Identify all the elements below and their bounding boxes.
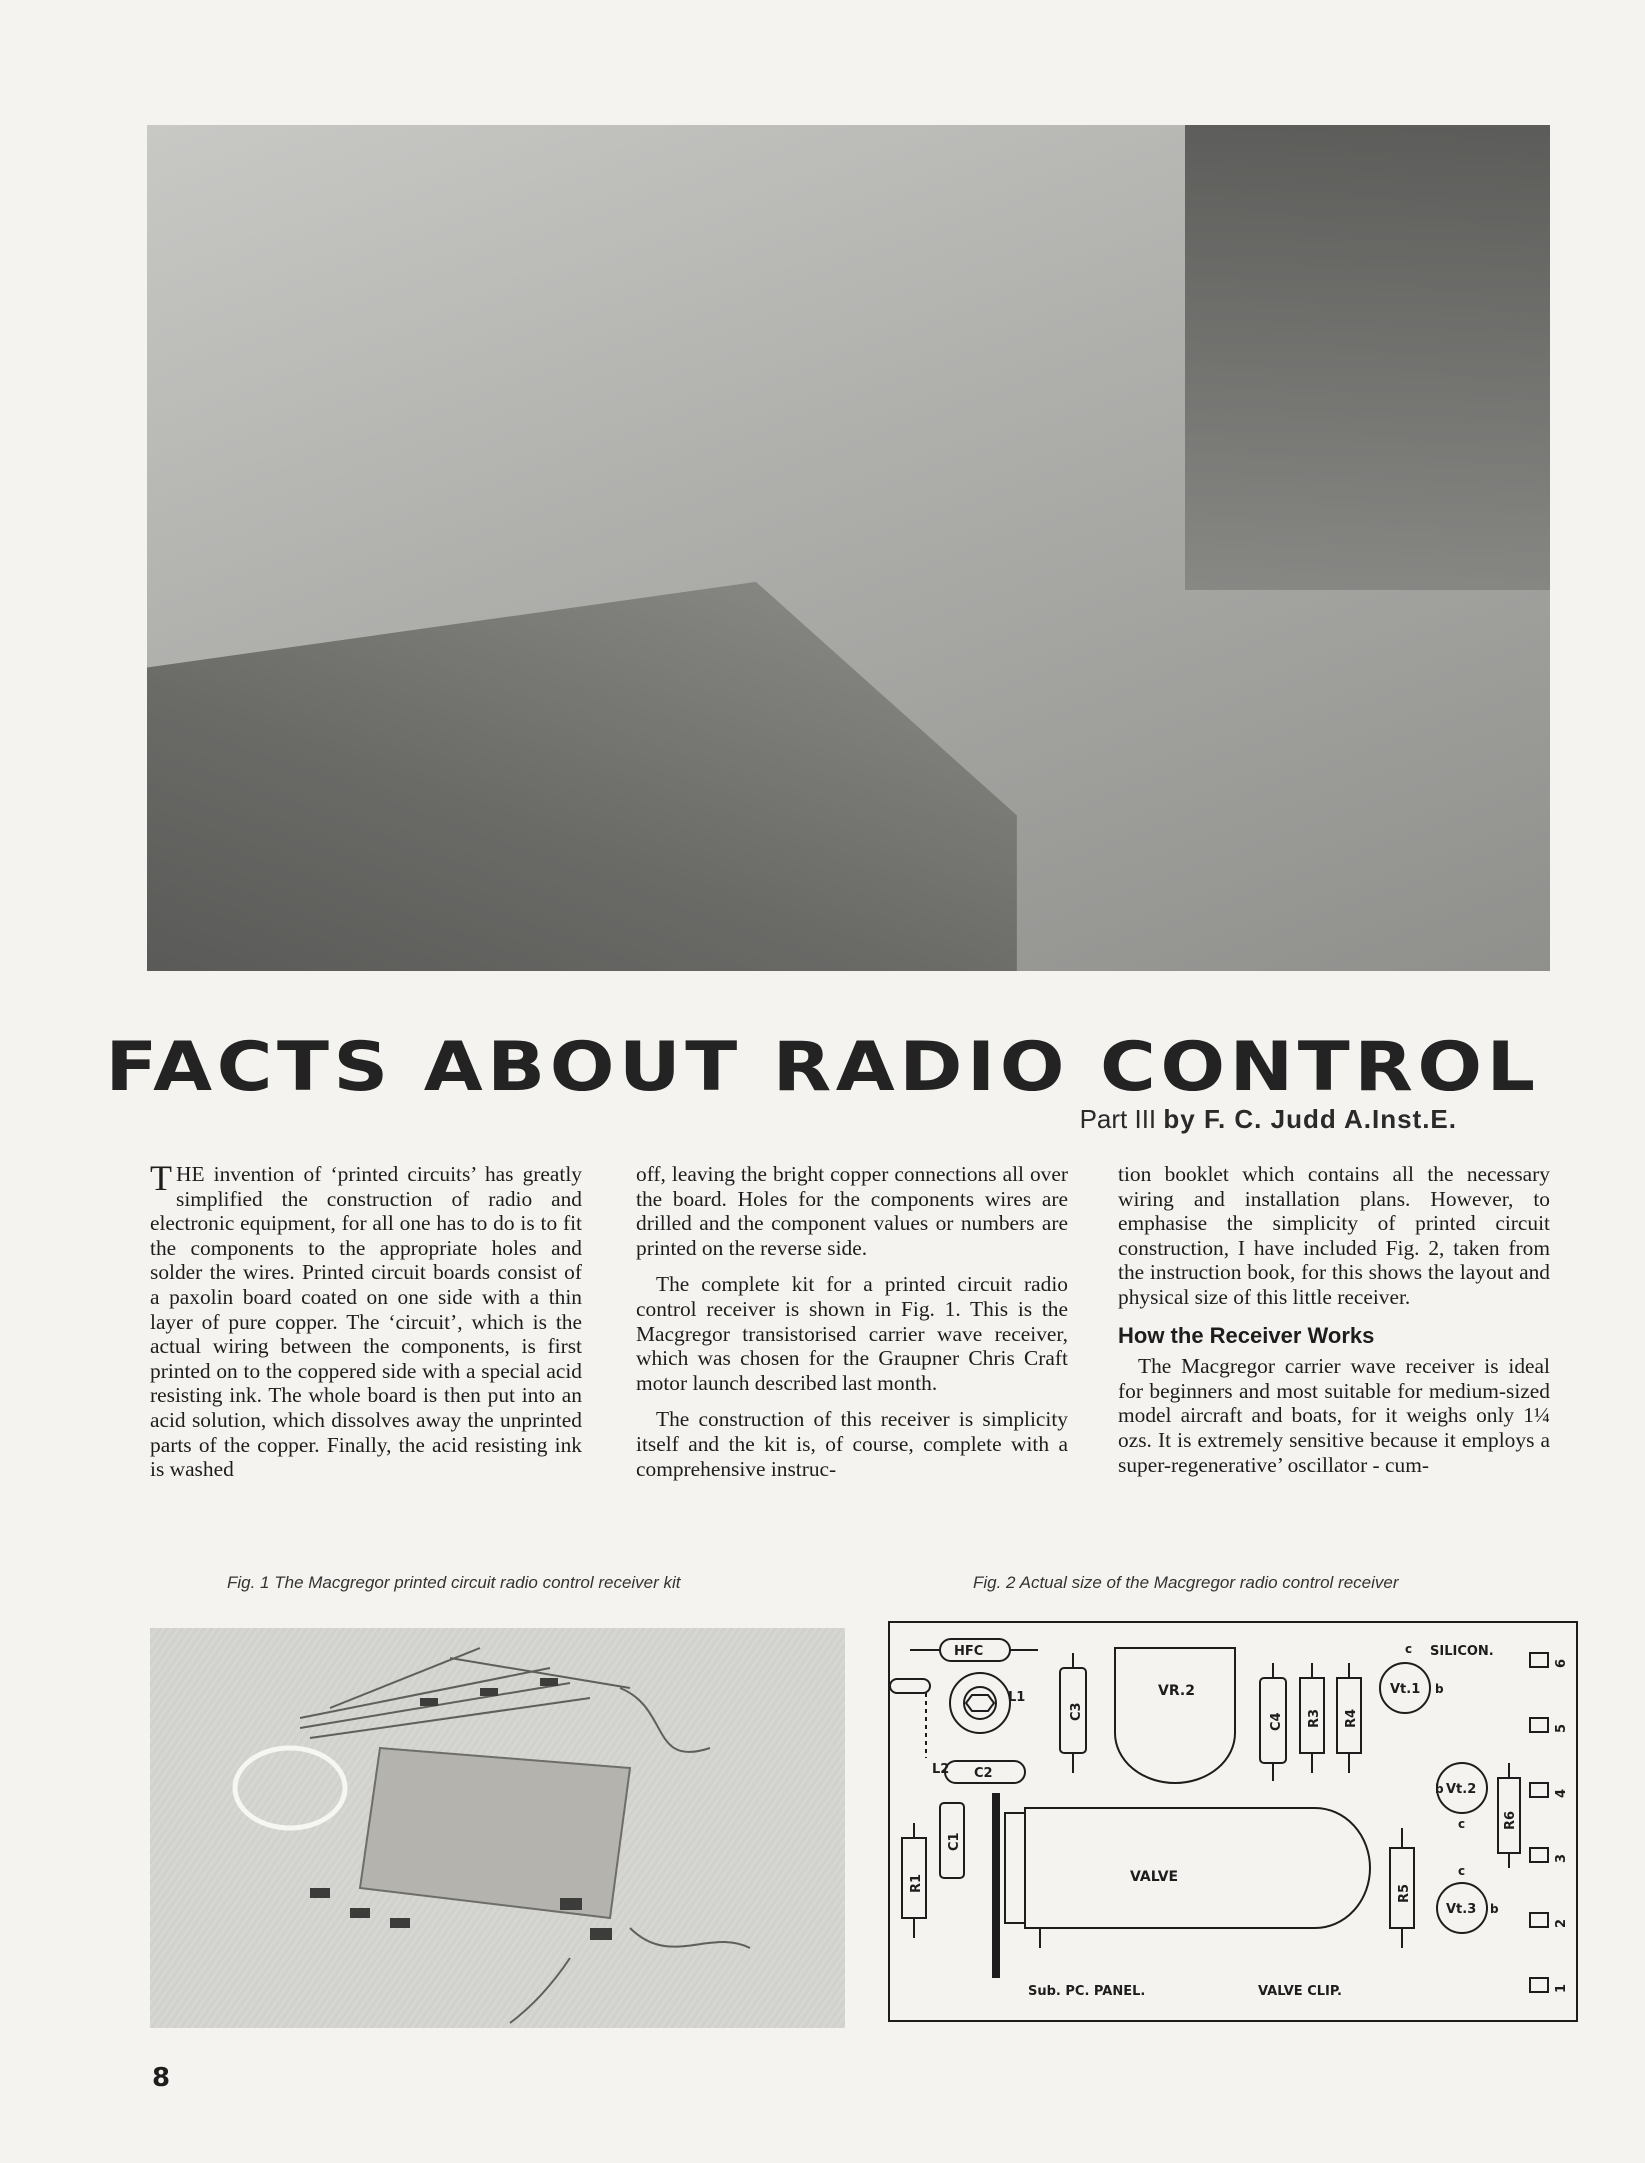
svg-text:1: 1: [1554, 1983, 1569, 1993]
svg-text:R1: R1: [909, 1873, 924, 1893]
article-title: FACTS ABOUT RADIO CONTROL: [105, 1028, 1540, 1107]
paragraph: tion booklet which contains all the necessary wiring and installation plans. However, to emphasise the simplicity of printed circuit construction, I have included Fig. 2, taken from the instruction book, for this shows the layout and physical size of this little receiver.: [1118, 1162, 1550, 1309]
svg-text:4: 4: [1554, 1788, 1569, 1798]
terminal-strip: [1530, 1653, 1548, 1992]
svg-text:VR.2: VR.2: [1158, 1683, 1195, 1699]
drop-cap: T: [150, 1158, 172, 1198]
section-heading: How the Receiver Works: [1118, 1322, 1375, 1348]
svg-text:R5: R5: [1397, 1883, 1412, 1903]
svg-text:c: c: [1405, 1642, 1413, 1656]
fig2-diagram: [888, 1621, 1578, 2022]
svg-text:Sub. PC. PANEL.: Sub. PC. PANEL.: [1028, 1984, 1146, 1999]
svg-text:VALVE CLIP.: VALVE CLIP.: [1258, 1984, 1342, 1999]
pc-board: [360, 1748, 630, 1918]
svg-text:C2: C2: [974, 1766, 993, 1781]
svg-text:HFC: HFC: [954, 1644, 984, 1659]
svg-text:6: 6: [1554, 1658, 1569, 1668]
svg-text:Vt.3: Vt.3: [1446, 1902, 1477, 1917]
page-number: 8: [152, 2063, 171, 2093]
svg-text:b: b: [1490, 1902, 1499, 1916]
svg-text:Vt.2: Vt.2: [1446, 1782, 1477, 1797]
svg-text:SILICON.: SILICON.: [1430, 1644, 1494, 1659]
svg-text:R4: R4: [1344, 1708, 1359, 1728]
vr2-component: [1115, 1648, 1235, 1783]
svg-text:R3: R3: [1307, 1708, 1322, 1728]
byline: [1080, 1104, 1457, 1135]
byline-author: by F. C. Judd A.Inst.E.: [1163, 1104, 1457, 1134]
paragraph: [150, 1158, 582, 1482]
coil-l1: [950, 1673, 1010, 1733]
svg-text:5: 5: [1554, 1723, 1569, 1733]
kit-illustration: [150, 1628, 845, 2028]
body-column-2: [636, 1162, 1068, 1493]
coil-wire: [235, 1748, 345, 1828]
body-column-3: [1118, 1162, 1550, 1489]
fig2-caption: Fig. 2 Actual size of the Macgregor radio control receiver: [973, 1573, 1399, 1592]
byline-part: Part III: [1079, 1104, 1157, 1134]
svg-text:C4: C4: [1269, 1712, 1284, 1731]
svg-text:3: 3: [1554, 1853, 1569, 1863]
sub-panel-bar: [992, 1793, 1000, 1978]
svg-text:b: b: [1435, 1782, 1444, 1796]
body-column-1: [150, 1158, 582, 1494]
paragraph: The Macgregor carrier wave receiver is ideal for beginners and most suitable for medium-sized model aircraft and boats, for it weighs only 1¼ ozs. It is extremely sensitive because it employs a super-regenerative’ oscillator - cum-: [1118, 1354, 1550, 1477]
svg-text:2: 2: [1554, 1918, 1569, 1928]
svg-text:b: b: [1435, 1682, 1444, 1696]
fig1-caption: Fig. 1 The Macgregor printed circuit radio control receiver kit: [227, 1573, 681, 1592]
svg-text:Vt.1: Vt.1: [1390, 1682, 1421, 1697]
hero-photo: [147, 125, 1550, 971]
svg-text:c: c: [1458, 1864, 1466, 1878]
fig1-photo: [150, 1628, 845, 2028]
svg-text:L2: L2: [932, 1762, 950, 1777]
paragraph: The complete kit for a printed circuit radio control receiver is shown in Fig. 1. This is the Macgregor transistorised carrier wave receiver, which was chosen for the Graupner Chris Craft motor launch described last month.: [636, 1272, 1068, 1395]
photo-tree-reflection: [1185, 125, 1550, 590]
svg-text:R6: R6: [1503, 1810, 1518, 1830]
svg-text:C3: C3: [1069, 1702, 1084, 1721]
svg-text:C1: C1: [947, 1832, 962, 1851]
svg-text:L1: L1: [1008, 1690, 1026, 1705]
paragraph-text: HE invention of ‘printed circuits’ has greatly simplified the construction of radio and electronic equipment, for all one has to do is to fit the components to the appropriate holes and solder the wires. Printed circuit boards consist of a paxolin board coated on one side with a thin layer of pure copper. The ‘circuit’, which is the actual wiring between the components, is first printed on to the coppered side with a special acid resisting ink. The whole board is then put into an acid solution, which dissolves away the unprinted parts of the copper. Finally, the acid resisting ink is washed: [150, 1162, 582, 1482]
svg-text:c: c: [1458, 1817, 1466, 1831]
valve-component: [1025, 1808, 1370, 1928]
svg-text:VALVE: VALVE: [1130, 1869, 1179, 1885]
paragraph: The construction of this receiver is simplicity itself and the kit is, of course, complete with a comprehensive instruc-: [636, 1407, 1068, 1481]
receiver-layout: [890, 1623, 1580, 2024]
paragraph: off, leaving the bright copper connections all over the board. Holes for the components wires are drilled and the component values or numbers are printed on the reverse side.: [636, 1162, 1068, 1260]
